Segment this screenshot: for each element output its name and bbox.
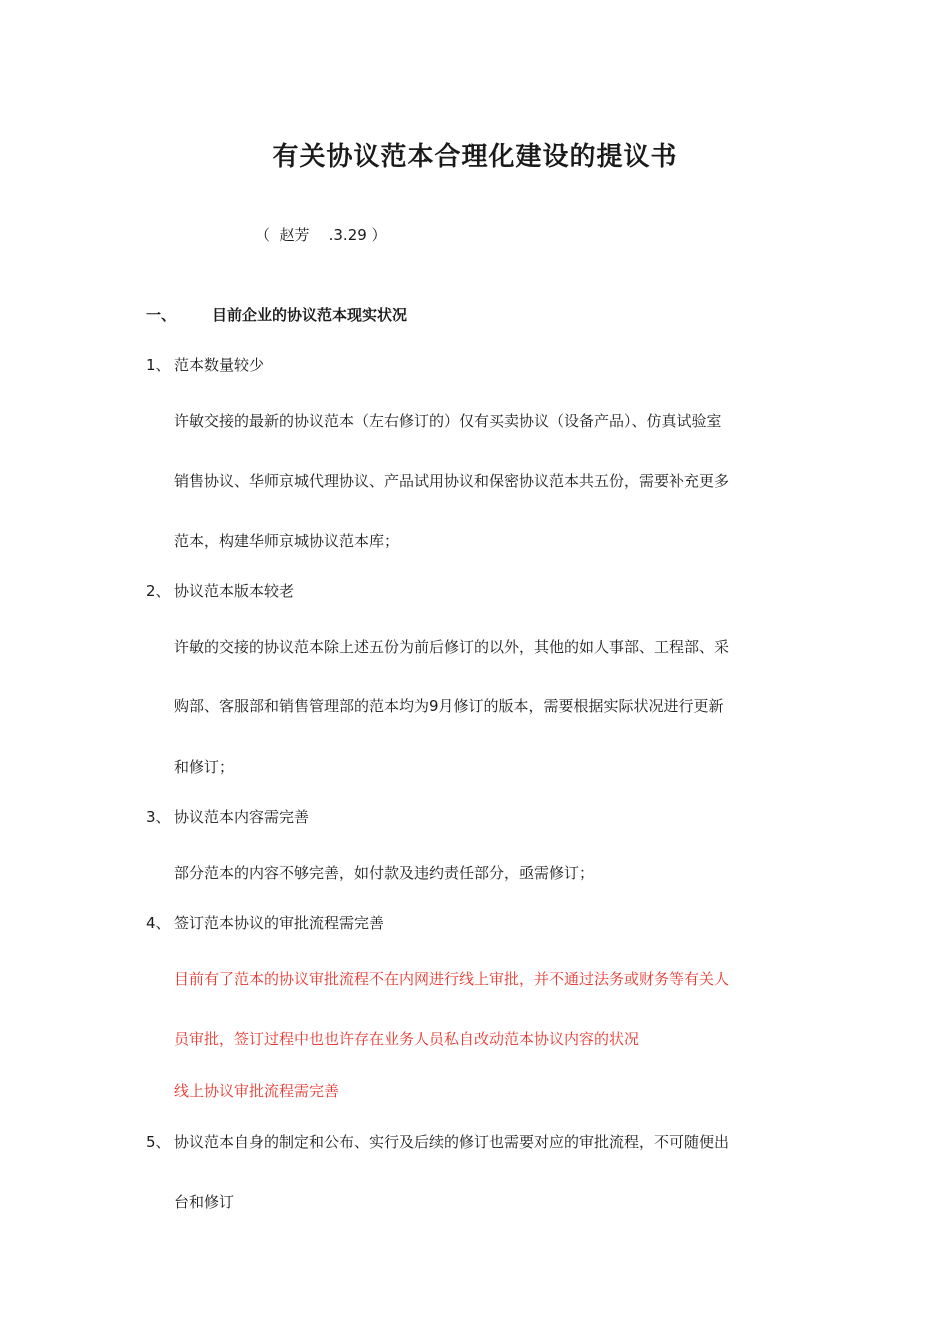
list-item-heading-text: 协议范本自身的制定和公布、实行及后续的修订也需要对应的审批流程，不可随便出 (174, 1133, 730, 1151)
paragraph-line: 台和修订 (174, 1193, 235, 1211)
paragraph-line: 许敏的交接的协议范本除上述五份为前后修订的以外，其他的如人事部、工程部、采 (174, 638, 730, 656)
author-date-line: （ 赵芳 .3.29 ） (255, 226, 387, 244)
list-item-heading (146, 1131, 729, 1152)
section-heading-text: 目前企业的协议范本现实状况 (212, 306, 408, 324)
highlighted-paragraph-line: 线上协议审批流程需完善 (174, 1082, 340, 1100)
paragraph-line: 许敏交接的最新的协议范本（左右修订的）仅有买卖协议（设备产品）、仿真试验室 (174, 412, 722, 430)
highlighted-paragraph-line: 员审批，签订过程中也也许存在业务人员私自改动范本协议内容的状况 (174, 1030, 640, 1048)
list-item-number: 2、 (146, 582, 171, 600)
highlighted-paragraph-line: 目前有了范本的协议审批流程不在内网进行线上审批，并不通过法务或财务等有关人 (174, 970, 730, 988)
list-item-number: 3、 (146, 808, 171, 826)
paragraph-line: 部分范本的内容不够完善，如付款及违约责任部分，亟需修订； (174, 864, 595, 882)
list-item-number: 1、 (146, 356, 171, 374)
list-item-heading (146, 806, 309, 827)
paragraph-line: 购部、客服部和销售管理部的范本均为9月修订的版本，需要根据实际状况进行更新 (174, 697, 724, 715)
paragraph-line: 和修订； (174, 758, 235, 776)
list-item-heading-text: 协议范本版本较老 (174, 582, 295, 600)
paragraph-line: 销售协议、华师京城代理协议、产品试用协议和保密协议范本共五份，需要补充更多 (174, 472, 730, 490)
list-item-heading (146, 580, 294, 601)
section-number: 一、 (146, 306, 177, 324)
document-title: 有关协议范本合理化建设的提议书 (272, 142, 678, 172)
paragraph-line: 范本，构建华师京城协议范本库； (174, 532, 400, 550)
list-item-heading (146, 354, 264, 375)
section-heading (146, 304, 407, 325)
list-item-heading (146, 912, 384, 933)
list-item-heading-text: 范本数量较少 (174, 356, 265, 374)
list-item-heading-text: 协议范本内容需完善 (174, 808, 310, 826)
list-item-number: 5、 (146, 1133, 171, 1151)
list-item-number: 4、 (146, 914, 171, 932)
list-item-heading-text: 签订范本协议的审批流程需完善 (174, 914, 385, 932)
